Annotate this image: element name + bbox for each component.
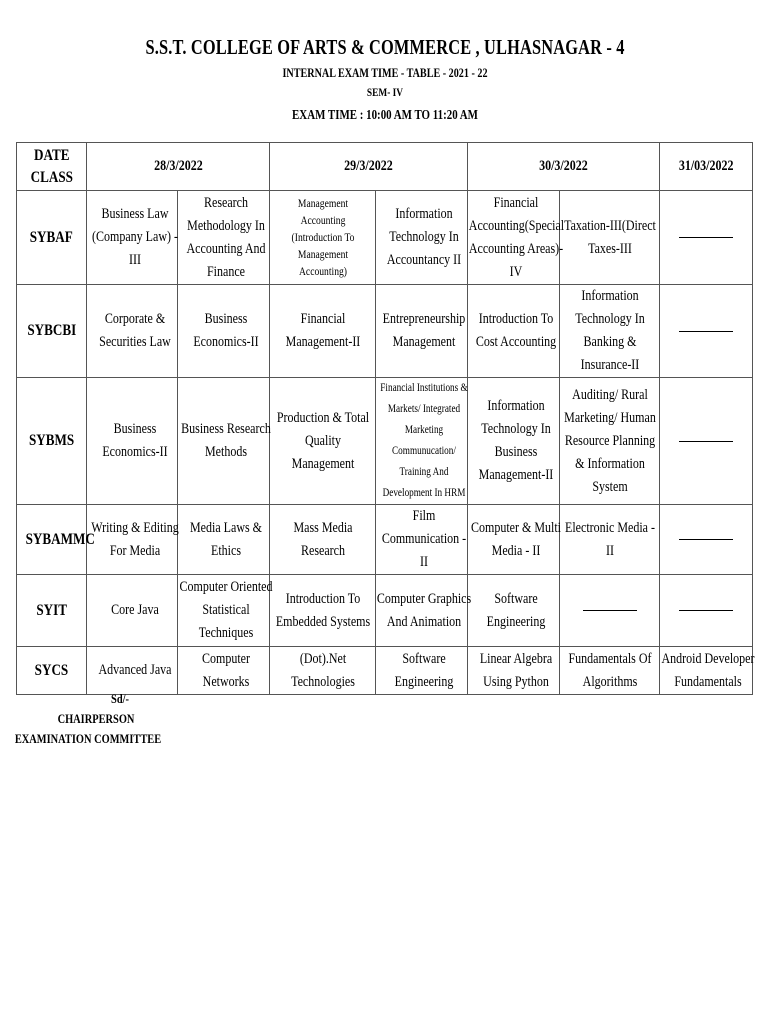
signature-block	[0, 689, 176, 749]
exam-cell-blank	[660, 378, 753, 505]
exam-cell: Computer & Multi Media - II	[468, 505, 560, 575]
exam-cell: Business Law (Company Law) - III	[87, 191, 178, 285]
exam-cell: Introduction To Cost Accounting	[468, 285, 560, 378]
exam-cell: Management Accounting (Introduction To Management Accounting)	[270, 191, 376, 285]
date-header: 28/3/2022	[87, 143, 270, 191]
document-header	[85, 34, 686, 125]
date-header: 31/03/2022	[660, 143, 753, 191]
class-name: SYCS	[17, 647, 87, 695]
exam-cell: Financial Accounting(Special Accounting Areas)-IV	[468, 191, 560, 285]
exam-cell: Writing & Editing For Media	[87, 505, 178, 575]
exam-cell-blank	[560, 575, 660, 647]
class-row-sybammc	[17, 505, 753, 575]
signature-committee: EXAMINATION COMMITTEE	[14, 731, 162, 746]
exam-cell-blank	[660, 285, 753, 378]
semester-label: SEM- IV	[366, 85, 404, 99]
date-header: 30/3/2022	[468, 143, 660, 191]
class-row-sybcbi	[17, 285, 753, 378]
exam-cell: Taxation-III(Direct Taxes-III	[560, 191, 660, 285]
exam-cell: Business Research Methods	[178, 378, 270, 505]
exam-cell: Production & Total Quality Management	[270, 378, 376, 505]
exam-cell: Financial Management-II	[270, 285, 376, 378]
corner-class-label: CLASS	[30, 168, 73, 186]
exam-cell: Information Technology In Banking & Insurance-II	[560, 285, 660, 378]
exam-cell-blank	[660, 191, 753, 285]
exam-cell: (Dot).Net Technologies	[270, 647, 376, 695]
college-title: S.S.T. COLLEGE OF ARTS & COMMERCE , ULHASNAGAR - 4	[145, 35, 625, 59]
exam-cell-blank	[660, 575, 753, 647]
exam-cell: Computer Graphics And Animation	[376, 575, 468, 647]
corner-date-label: DATE	[33, 146, 70, 164]
exam-cell: Auditing/ Rural Marketing/ Human Resource Planning & Information System	[560, 378, 660, 505]
exam-cell: Mass Media Research	[270, 505, 376, 575]
exam-cell: Information Technology In Business Management-II	[468, 378, 560, 505]
class-row-syit	[17, 575, 753, 647]
exam-cell: Core Java	[87, 575, 178, 647]
blank-dash	[679, 237, 733, 238]
exam-cell: Business Economics-II	[87, 378, 178, 505]
exam-cell: Computer Networks	[178, 647, 270, 695]
class-name: SYBMS	[17, 378, 87, 505]
exam-time: EXAM TIME : 10:00 AM TO 11:20 AM	[292, 108, 478, 123]
class-row-sycs	[17, 647, 753, 695]
timetable-subtitle: INTERNAL EXAM TIME - TABLE - 2021 - 22	[282, 65, 488, 80]
class-name: SYBCBI	[17, 285, 87, 378]
exam-cell: Electronic Media - II	[560, 505, 660, 575]
signature-title: CHAIRPERSON	[57, 711, 135, 726]
exam-cell: Software Engineering	[468, 575, 560, 647]
exam-cell: Entrepreneurship Management	[376, 285, 468, 378]
exam-cell: Film Communication - II	[376, 505, 468, 575]
blank-dash	[679, 331, 733, 332]
class-name: SYBAMMC	[17, 505, 87, 575]
blank-dash	[679, 539, 733, 540]
class-row-sybaf	[17, 191, 753, 285]
exam-cell: Research Methodology In Accounting And Finance	[178, 191, 270, 285]
class-row-sybms	[17, 378, 753, 505]
exam-cell: Corporate & Securities Law	[87, 285, 178, 378]
exam-cell: Business Economics-II	[178, 285, 270, 378]
exam-cell: Computer Oriented Statistical Techniques	[178, 575, 270, 647]
exam-cell: Advanced Java	[87, 647, 178, 695]
corner-cell	[17, 143, 87, 191]
signature-sd: Sd/-	[111, 691, 129, 706]
date-header: 29/3/2022	[270, 143, 468, 191]
exam-cell: Information Technology In Accountancy II	[376, 191, 468, 285]
class-name: SYIT	[17, 575, 87, 647]
blank-dash	[679, 610, 733, 611]
exam-cell-blank	[660, 505, 753, 575]
exam-cell: Introduction To Embedded Systems	[270, 575, 376, 647]
blank-dash	[679, 441, 733, 442]
exam-cell: Media Laws & Ethics	[178, 505, 270, 575]
timetable	[16, 142, 753, 695]
timetable-body	[17, 143, 753, 695]
exam-cell: Software Engineering	[376, 647, 468, 695]
exam-cell: Android Developer Fundamentals	[660, 647, 753, 695]
class-name: SYBAF	[17, 191, 87, 285]
exam-cell: Linear Algebra Using Python	[468, 647, 560, 695]
date-header-row	[17, 143, 753, 191]
exam-cell: Fundamentals Of Algorithms	[560, 647, 660, 695]
blank-dash	[583, 610, 637, 611]
exam-cell: Financial Institutions & Markets/ Integrated Marketing Communucation/ Training And Development In HRM	[376, 378, 468, 505]
